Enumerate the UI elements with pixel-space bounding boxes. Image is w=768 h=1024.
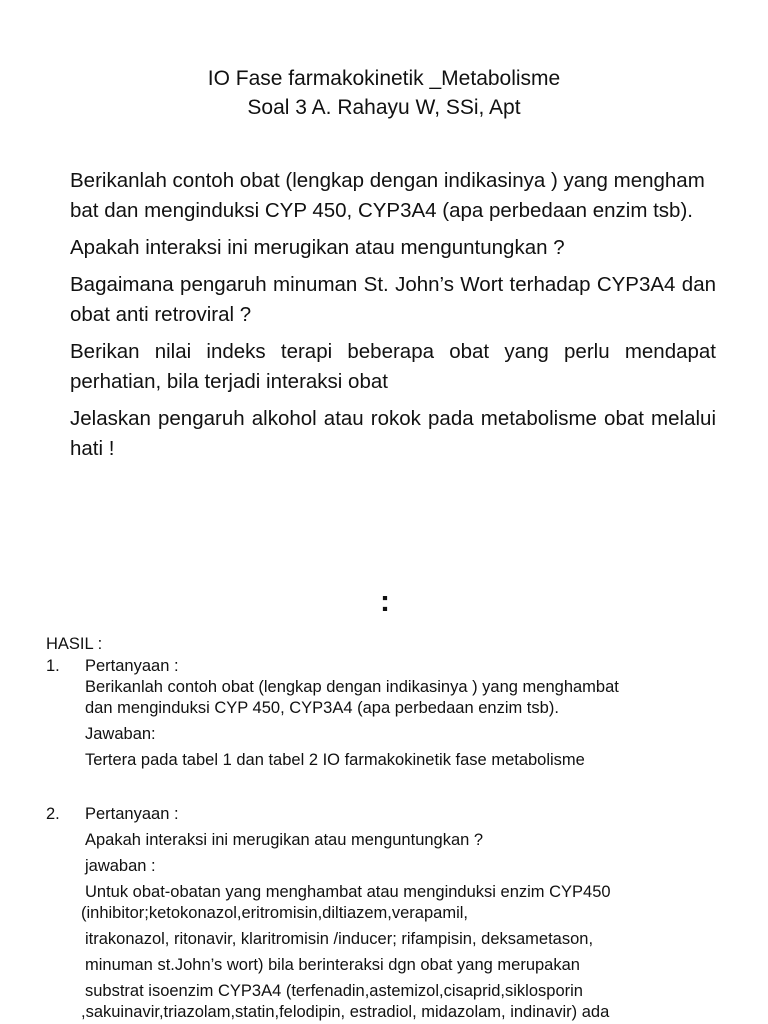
question-label: Pertanyaan : bbox=[85, 657, 179, 675]
slide-title bbox=[0, 64, 768, 122]
results-heading: HASIL : bbox=[46, 635, 103, 653]
question-item: Berikanlah contoh obat (lengkap dengan indikasinya ) yang menghambat dan menginduksi CYP 450, CYP3A4 (apa perbedaan enzim tsb). bbox=[70, 169, 705, 222]
title-line-2: Soal 3 A. Rahayu W, SSi, Apt bbox=[247, 96, 521, 119]
answer-line: (inhibitor;ketokonazol,eritromisin,diltiazem,verapamil, bbox=[81, 904, 468, 922]
question-line: dan menginduksi CYP 450, CYP3A4 (apa perbedaan enzim tsb). bbox=[85, 699, 559, 717]
question-item: Berikan nilai indeks terapi beberapa obat yang perlu mendapat perhatian, bila terjadi interaksi obat bbox=[70, 340, 716, 393]
item-number: 2. bbox=[46, 805, 60, 823]
slide-answers bbox=[0, 576, 768, 1024]
question-item: Apakah interaksi ini merugikan atau menguntungkan ? bbox=[70, 236, 565, 259]
question-label: Pertanyaan : bbox=[85, 805, 179, 823]
answer-label: jawaban : bbox=[85, 857, 156, 875]
answer-line: ,sakuinavir,triazolam,statin,felodipin, estradiol, midazolam, indinavir) ada bbox=[81, 1003, 610, 1021]
answer-line: itrakonazol, ritonavir, klaritromisin /inducer; rifampisin, deksametason, bbox=[85, 930, 594, 948]
question-item: Jelaskan pengaruh alkohol atau rokok pada metabolisme obat melalui hati ! bbox=[70, 407, 716, 460]
answer-line: substrat isoenzim CYP3A4 (terfenadin,astemizol,cisaprid,siklosporin bbox=[85, 982, 583, 1000]
colon-mark: : bbox=[380, 585, 390, 618]
question-item: Bagaimana pengaruh minuman St. John’s Wort terhadap CYP3A4 dan obat anti retroviral ? bbox=[70, 273, 716, 326]
question-line: Berikanlah contoh obat (lengkap dengan indikasinya ) yang menghambat bbox=[85, 678, 619, 696]
item-number: 1. bbox=[46, 657, 60, 675]
question-line: Apakah interaksi ini merugikan atau menguntungkan ? bbox=[85, 831, 484, 849]
title-line-1: IO Fase farmakokinetik _Metabolisme bbox=[207, 67, 561, 90]
answer-item-2 bbox=[46, 804, 736, 1023]
answer-line: Tertera pada tabel 1 dan tabel 2 IO farmakokinetik fase metabolisme bbox=[85, 751, 585, 769]
question-list bbox=[70, 166, 716, 471]
answer-line: minuman st.John’s wort) bila berinteraksi dgn obat yang merupakan bbox=[85, 956, 580, 974]
answer-item-1 bbox=[46, 656, 736, 771]
answer-line: Untuk obat-obatan yang menghambat atau menginduksi enzim CYP450 bbox=[85, 883, 611, 901]
answer-label: Jawaban: bbox=[85, 725, 156, 743]
